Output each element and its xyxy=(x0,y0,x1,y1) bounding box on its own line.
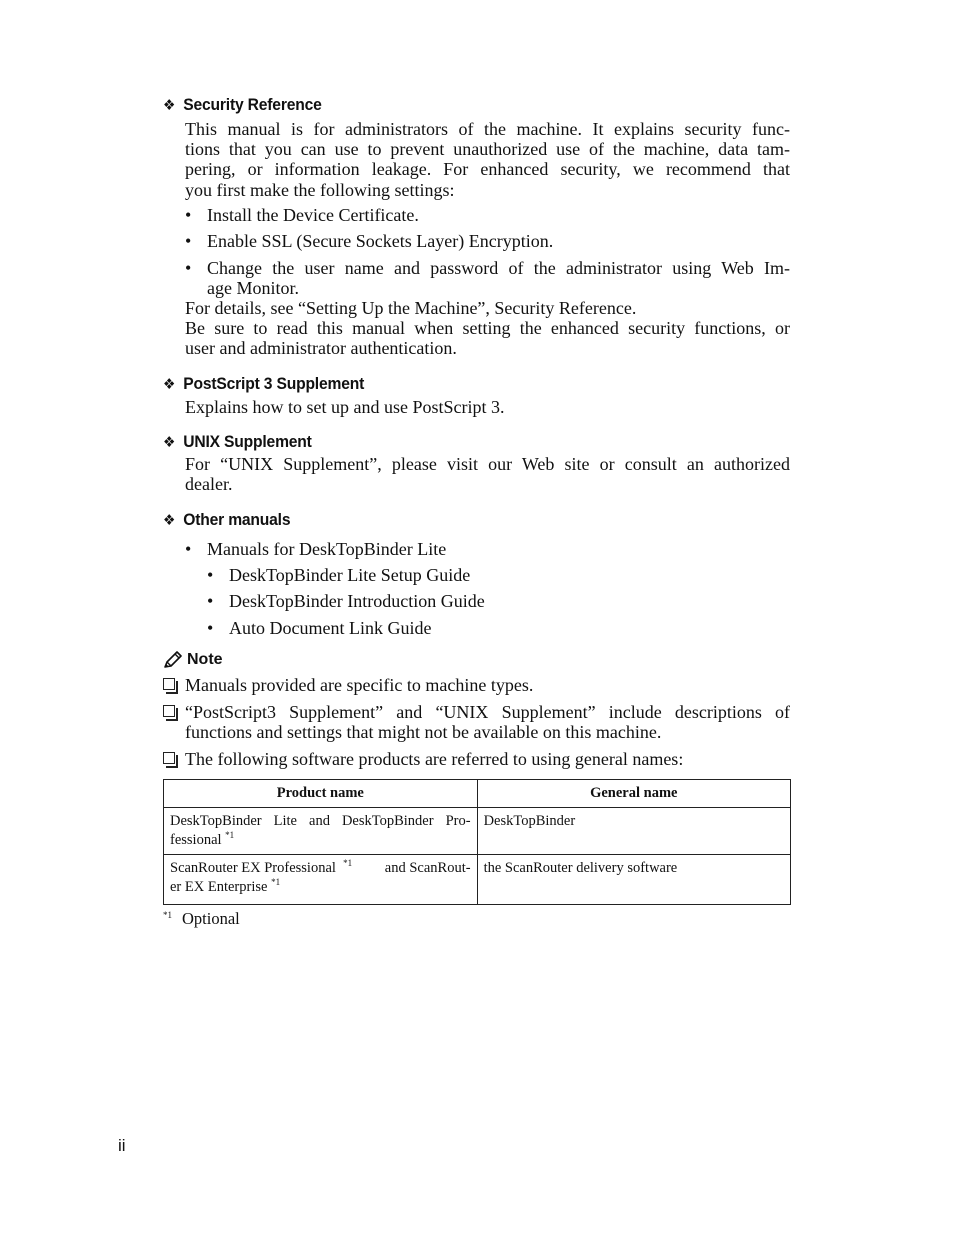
software-names-table xyxy=(163,779,791,905)
section-heading-postscript: ❖ PostScript 3 Supplement xyxy=(163,374,365,393)
checkbox-icon xyxy=(163,705,175,717)
bullet-icon: • xyxy=(207,565,214,585)
security-reference-paragraph: This manual is for administrators of the machine. It explains security func- tions that you can use to prevent unauthorized use of the machine, data tam- pering, or information leakage. For enhanced security, we recommend that you first make the following settings: xyxy=(185,119,790,200)
footnote-mark: *1 xyxy=(343,858,353,868)
security-reference-details: For details, see “Setting Up the Machine”, Security Reference. Be sure to read this manual when setting the enhanced security functions, or user and administrator authentication. xyxy=(185,298,790,359)
bullet-icon: • xyxy=(207,618,214,638)
bullet-icon: • xyxy=(207,591,214,611)
footnote-mark: *1 xyxy=(163,910,172,920)
bullet-icon: • xyxy=(185,205,192,225)
table-row xyxy=(164,808,791,855)
pencil-icon xyxy=(163,651,183,669)
unix-paragraph: For “UNIX Supplement”, please visit our Web site or consult an authorized dealer. xyxy=(185,454,790,495)
diamond-icon: ❖ xyxy=(163,97,176,114)
general-name-cell: the ScanRouter delivery software xyxy=(477,855,790,905)
table-row xyxy=(164,855,791,905)
table-header-row xyxy=(164,780,791,808)
note-heading: Note xyxy=(163,651,223,669)
section-heading-security-reference: ❖ Security Reference xyxy=(163,95,322,114)
bullet-icon: • xyxy=(185,258,192,278)
bullet-icon: • xyxy=(185,231,192,251)
checkbox-icon xyxy=(163,752,175,764)
column-header-product-name: Product name xyxy=(164,780,478,808)
product-name-cell: DeskTopBinder Lite and DeskTopBinder Pro- fessional $^{*1}$ xyxy=(164,808,478,855)
general-name-cell: DeskTopBinder xyxy=(477,808,790,855)
footnote-mark: *1 xyxy=(225,830,235,840)
footnote: $^{*1}$ Optional xyxy=(163,909,240,928)
section-heading-unix: ❖ UNIX Supplement xyxy=(163,432,312,451)
postscript-paragraph: Explains how to set up and use PostScript 3. xyxy=(185,397,505,417)
diamond-icon: ❖ xyxy=(163,376,176,393)
section-heading-other-manuals: ❖ Other manuals xyxy=(163,510,291,529)
manual-page: ❖ Security Reference This manual is for administrators of the machine. It explains security func- tions that you can use to prevent unauthorized use of the machine, data tam- pering, or information leakage. For enhanced security, we recommend that you first make the following settings: • Install the Device Certificate. • Enable SSL (Secure Sockets Layer) Encryption. • Change the user name and password of the administrator using Web Im- age Monitor. For details, see “Setting Up the Machine”, Security Reference. Be sure to read this manual when setting the enhanced security functions, or user and administrator authentication. ❖ PostScript 3 Supplement Explains how to set up and use PostScript 3. ❖ UNIX Supplement For “UNIX Supplement”, please visit our Web site or consult an authorized dealer. ❖ Other manuals • Manuals for DeskTopBinder Lite • DeskTopBinder Lite Setup Guide • DeskTopBinder Introduction Guide • Auto Document Link Guide Note Manuals provided are specific to machine types. “PostScript3 Supplement” and “UNIX Supplement” include descriptions of functions and settings that might not be available on this machine. The following software products are referred to using general names: Product name General name DeskTopBinder Lite and DeskTopBinder Pro- fessional $^{*1}$ DeskTopBinder ScanRouter EX Professional $^{*1}$ and ScanRout- er EX Enterprise $^{*1}$ the ScanRouter delivery software $^{*1}$ Optional ii xyxy=(118,95,790,1155)
diamond-icon: ❖ xyxy=(163,512,176,529)
page-number: ii xyxy=(118,1136,126,1155)
diamond-icon: ❖ xyxy=(163,434,176,451)
footnote-mark: *1 xyxy=(271,877,281,887)
column-header-general-name: General name xyxy=(477,780,790,808)
checkbox-icon xyxy=(163,678,175,690)
product-name-cell: ScanRouter EX Professional $^{*1}$ and ScanRout- er EX Enterprise $^{*1}$ xyxy=(164,855,478,905)
bullet-icon: • xyxy=(185,539,192,559)
